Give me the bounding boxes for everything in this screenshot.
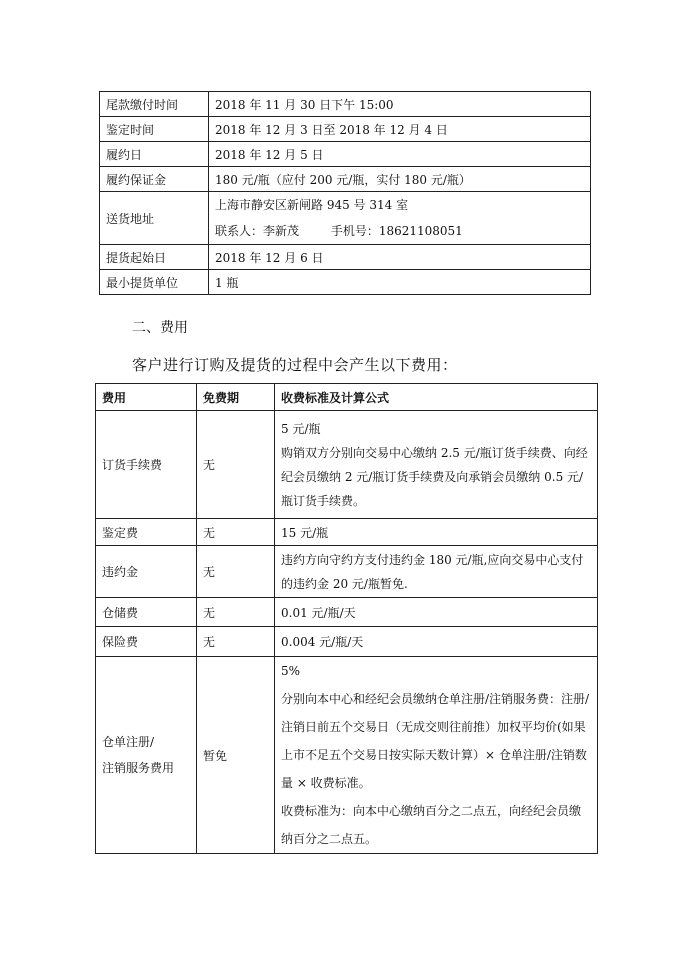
fee-name: 鉴定费 bbox=[96, 519, 197, 546]
fee-name: 仓储费 bbox=[96, 598, 197, 627]
table-row bbox=[100, 167, 591, 192]
fee-free-period: 无 bbox=[197, 627, 275, 657]
section-heading: 二、费用 bbox=[132, 320, 188, 336]
contact-line bbox=[215, 218, 584, 244]
contact-phone: 手机号：18621108051 bbox=[330, 224, 463, 238]
table-row bbox=[96, 657, 598, 854]
fee-free-period: 无 bbox=[197, 546, 275, 598]
fee-standard bbox=[275, 657, 598, 854]
table-row bbox=[96, 519, 598, 546]
table-row bbox=[96, 546, 598, 598]
row-value: 180 元/瓶（应付 200 元/瓶，实付 180 元/瓶） bbox=[209, 167, 591, 192]
row-value: 2018 年 11 月 30 日下午 15:00 bbox=[209, 92, 591, 117]
fee-name: 保险费 bbox=[96, 627, 197, 657]
table-row bbox=[96, 598, 598, 627]
fee-name: 订货手续费 bbox=[96, 411, 197, 519]
delivery-info-table bbox=[99, 91, 591, 295]
row-value: 1 瓶 bbox=[209, 270, 591, 295]
table-row bbox=[100, 117, 591, 142]
address-line: 上海市静安区新闸路 945 号 314 室 bbox=[215, 198, 409, 212]
column-header-free-period: 免费期 bbox=[197, 384, 275, 411]
fee-standard bbox=[275, 411, 598, 519]
contact-person: 联系人：李新茂 bbox=[215, 224, 300, 238]
table-row bbox=[100, 270, 591, 295]
fee-name: 违约金 bbox=[96, 546, 197, 598]
table-row bbox=[100, 92, 591, 117]
fee-standard-line: 5 元/瓶 bbox=[281, 421, 321, 436]
row-label: 尾款缴付时间 bbox=[100, 92, 209, 117]
column-header-fee: 费用 bbox=[96, 384, 197, 411]
fee-name-line: 注销服务费用 bbox=[102, 761, 175, 775]
fee-standard-line: 5% bbox=[281, 664, 301, 678]
row-label: 提货起始日 bbox=[100, 245, 209, 270]
fee-standard: 0.01 元/瓶/天 bbox=[275, 598, 598, 627]
fee-free-period: 暂免 bbox=[197, 657, 275, 854]
row-label: 最小提货单位 bbox=[100, 270, 209, 295]
fee-name bbox=[96, 657, 197, 854]
fee-standard-line: 购销双方分别向交易中心缴纳 2.5 元/瓶订货手续费、向经纪会员缴纳 2 元/瓶订货手续费及向承销会员缴纳 0.5 元/瓶订货手续费。 bbox=[281, 445, 588, 508]
intro-paragraph: 客户进行订购及提货的过程中会产生以下费用： bbox=[132, 356, 458, 374]
address-value bbox=[209, 192, 591, 245]
row-value: 2018 年 12 月 5 日 bbox=[209, 142, 591, 167]
table-row bbox=[100, 192, 591, 245]
column-header-standard: 收费标准及计算公式 bbox=[275, 384, 598, 411]
table-row bbox=[96, 411, 598, 519]
fee-standard: 违约方向守约方支付违约金 180 元/瓶,应向交易中心支付的违约金 20 元/瓶暂免. bbox=[275, 546, 598, 598]
fee-free-period: 无 bbox=[197, 411, 275, 519]
fee-free-period: 无 bbox=[197, 519, 275, 546]
table-row bbox=[100, 142, 591, 167]
table-row bbox=[96, 627, 598, 657]
table-header-row bbox=[96, 384, 598, 411]
row-label: 送货地址 bbox=[100, 192, 209, 245]
row-label: 履约日 bbox=[100, 142, 209, 167]
row-value: 2018 年 12 月 3 日至 2018 年 12 月 4 日 bbox=[209, 117, 591, 142]
table-row bbox=[100, 245, 591, 270]
fee-free-period: 无 bbox=[197, 598, 275, 627]
fee-standard: 15 元/瓶 bbox=[275, 519, 598, 546]
row-value: 2018 年 12 月 6 日 bbox=[209, 245, 591, 270]
fee-name-line: 仓单注册/ bbox=[102, 735, 155, 749]
row-label: 鉴定时间 bbox=[100, 117, 209, 142]
fee-standard: 0.004 元/瓶/天 bbox=[275, 627, 598, 657]
fee-table bbox=[95, 383, 598, 854]
row-label: 履约保证金 bbox=[100, 167, 209, 192]
fee-standard-line: 收费标准为：向本中心缴纳百分之二点五，向经纪会员缴纳百分之二点五。 bbox=[281, 804, 582, 846]
fee-standard-line: 分别向本中心和经纪会员缴纳仓单注册/注销服务费：注册/注销日前五个交易日（无成交则往前推）加权平均价(如果上市不足五个交易日按实际天数计算）× 仓单注册/注销数量 × 收费标准。 bbox=[281, 692, 590, 790]
